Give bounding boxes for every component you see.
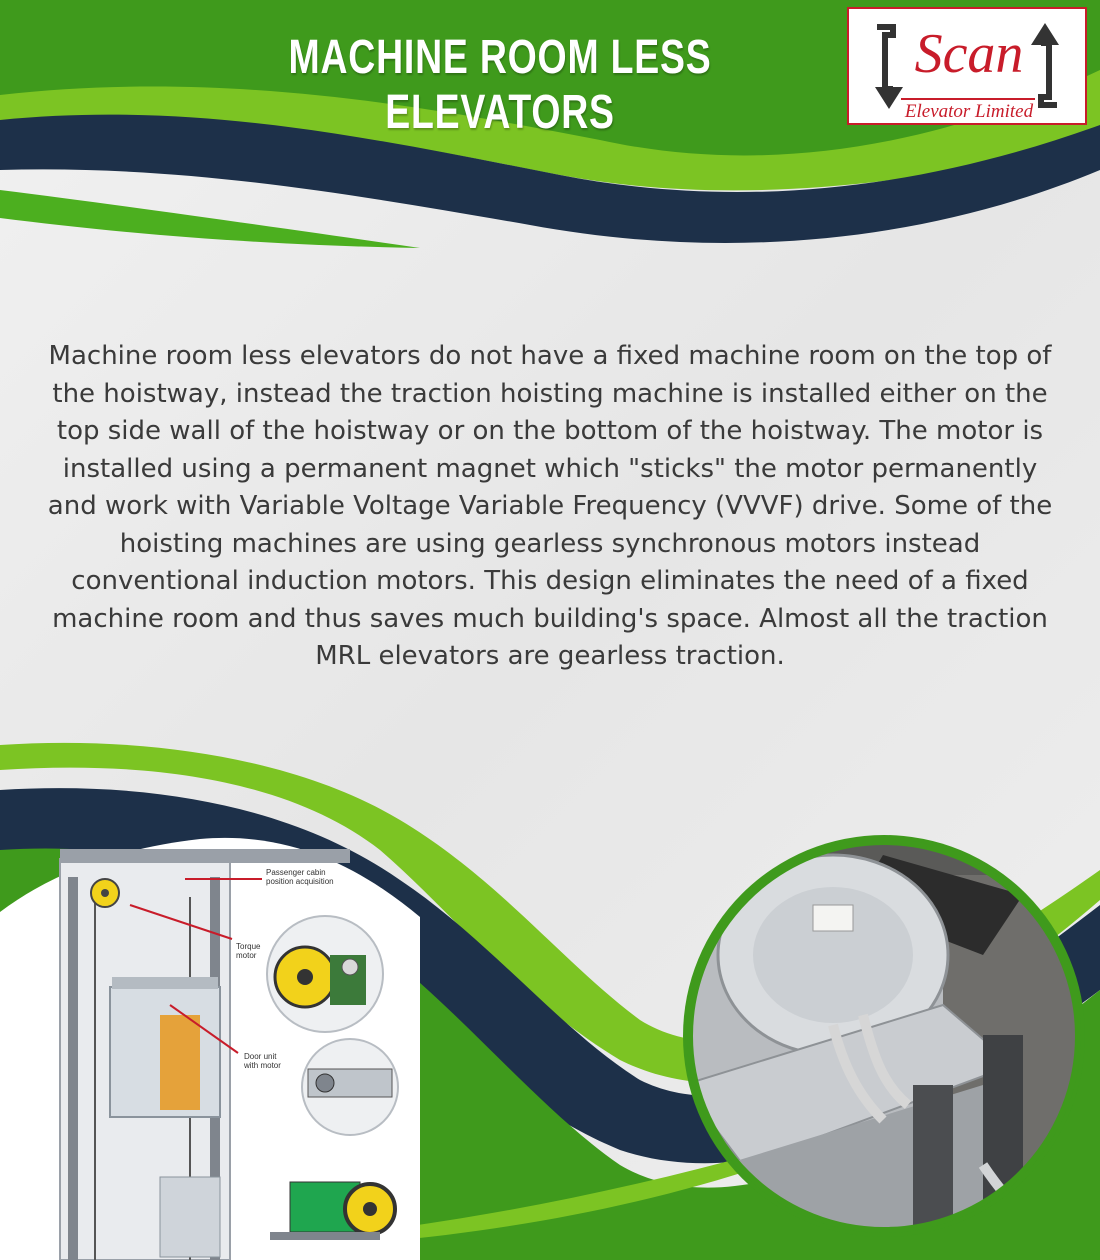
company-logo xyxy=(847,7,1087,125)
top-green-thin-swoosh xyxy=(0,190,420,248)
callout-torque-motor-line1: Torque xyxy=(236,942,261,951)
callout-torque-motor-line2: motor xyxy=(236,951,257,960)
traction-machine-photo xyxy=(683,835,1085,1237)
callout-door-unit-line2: with motor xyxy=(244,1061,281,1070)
callout-door-unit-line1: Door unit xyxy=(244,1052,277,1061)
mrl-diagram-image xyxy=(0,837,420,1260)
page-title: MACHINE ROOM LESS ELEVATORS xyxy=(288,31,712,139)
logo-subtitle: Elevator Limited xyxy=(904,101,1034,122)
description-text: Machine room less elevators do not have a fixed machine room on the top of the hoistway, instead the traction hoisting machine is installed either on the top side wall of the hoistway or on the bottom of the hoistway. The motor is installed using a permanent magnet which "sticks" the motor permanently and work with Variable Voltage Variable Frequency (VVVF) drive. Some of the hoisting machines are using gearless synchronous motors instead conventional induction motors. This design eliminates the need of a fixed machine room and thus saves much building's space. Almost all the traction MRL elevators are gearless traction. xyxy=(47,341,1053,671)
callout-cabin-position-line2: position acquisition xyxy=(266,877,334,886)
logo-wordmark: Scan xyxy=(914,23,1024,85)
callout-cabin-position-line1: Passenger cabin xyxy=(266,868,326,877)
